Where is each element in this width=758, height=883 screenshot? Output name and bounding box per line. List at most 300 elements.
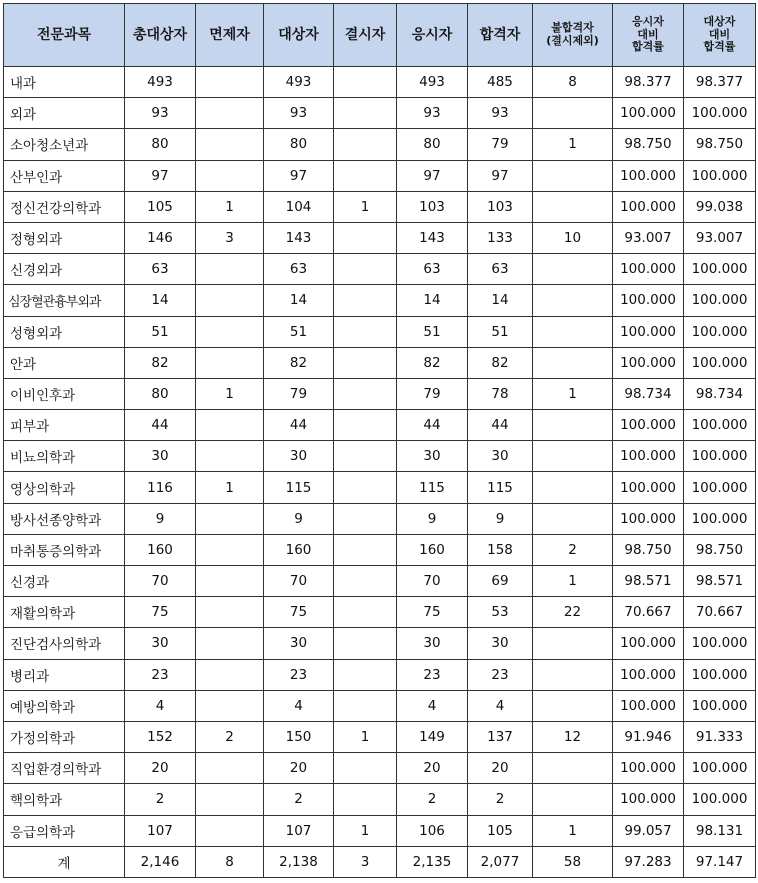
cell-exempt — [196, 753, 264, 784]
col-header-absent: 결시자 — [334, 4, 397, 67]
table-row — [4, 254, 756, 285]
cell-absent: 1 — [334, 721, 397, 752]
table-row — [4, 815, 756, 846]
results-table — [3, 3, 756, 878]
cell-rate-exam: 100.000 — [613, 98, 684, 129]
cell-target: 115 — [264, 472, 334, 503]
cell-failed — [533, 753, 613, 784]
cell-subject: 내과 — [4, 67, 125, 98]
cell-subject: 산부인과 — [4, 160, 125, 191]
cell-examinees: 44 — [397, 410, 468, 441]
cell-examinees: 80 — [397, 129, 468, 160]
cell-rate-target: 100.000 — [684, 659, 756, 690]
cell-examinees: 103 — [397, 191, 468, 222]
cell-exempt — [196, 347, 264, 378]
cell-rate-target: 70.667 — [684, 597, 756, 628]
cell-absent — [334, 254, 397, 285]
cell-target: 9 — [264, 503, 334, 534]
cell-absent — [334, 160, 397, 191]
cell-absent — [334, 378, 397, 409]
table-row — [4, 566, 756, 597]
cell-target: 23 — [264, 659, 334, 690]
cell-examinees: 20 — [397, 753, 468, 784]
cell-rate-target: 99.038 — [684, 191, 756, 222]
cell-target: 80 — [264, 129, 334, 160]
cell-rate-exam: 100.000 — [613, 628, 684, 659]
cell-exempt — [196, 503, 264, 534]
cell-rate-exam: 98.571 — [613, 566, 684, 597]
cell-absent — [334, 784, 397, 815]
cell-rate-exam: 100.000 — [613, 191, 684, 222]
cell-absent — [334, 503, 397, 534]
cell-failed — [533, 254, 613, 285]
cell-subject: 정형외과 — [4, 222, 125, 253]
cell-target: 143 — [264, 222, 334, 253]
col-header-rate-exam-line3: 합격률 — [632, 40, 664, 54]
cell-rate-exam: 100.000 — [613, 690, 684, 721]
cell-rate-exam: 100.000 — [613, 441, 684, 472]
col-header-rate-target-line2: 대비 — [708, 27, 731, 41]
table-row — [4, 98, 756, 129]
cell-target: 2,138 — [264, 846, 334, 877]
cell-exempt: 3 — [196, 222, 264, 253]
cell-rate-target: 100.000 — [684, 784, 756, 815]
cell-failed — [533, 503, 613, 534]
cell-absent — [334, 347, 397, 378]
cell-examinees: 93 — [397, 98, 468, 129]
cell-total: 493 — [125, 67, 196, 98]
header-row — [4, 4, 756, 67]
cell-failed: 1 — [533, 566, 613, 597]
cell-rate-exam: 100.000 — [613, 254, 684, 285]
cell-exempt — [196, 254, 264, 285]
cell-subject: 마취통증의학과 — [4, 534, 125, 565]
cell-examinees: 4 — [397, 690, 468, 721]
cell-total: 14 — [125, 285, 196, 316]
cell-examinees: 149 — [397, 721, 468, 752]
cell-absent — [334, 690, 397, 721]
cell-failed — [533, 410, 613, 441]
cell-total: 23 — [125, 659, 196, 690]
cell-target: 104 — [264, 191, 334, 222]
cell-rate-target: 100.000 — [684, 503, 756, 534]
table-body — [4, 67, 756, 878]
cell-rate-target: 100.000 — [684, 410, 756, 441]
cell-passed: 63 — [468, 254, 533, 285]
cell-rate-target: 100.000 — [684, 316, 756, 347]
table-row — [4, 628, 756, 659]
cell-rate-target: 97.147 — [684, 846, 756, 877]
cell-failed — [533, 690, 613, 721]
cell-exempt — [196, 690, 264, 721]
cell-target: 63 — [264, 254, 334, 285]
cell-rate-exam: 97.283 — [613, 846, 684, 877]
cell-examinees: 2,135 — [397, 846, 468, 877]
table-row — [4, 222, 756, 253]
cell-exempt — [196, 285, 264, 316]
cell-exempt — [196, 160, 264, 191]
cell-subject: 이비인후과 — [4, 378, 125, 409]
cell-total: 105 — [125, 191, 196, 222]
cell-subject: 핵의학과 — [4, 784, 125, 815]
cell-target: 51 — [264, 316, 334, 347]
table-row — [4, 160, 756, 191]
cell-total: 160 — [125, 534, 196, 565]
cell-rate-target: 100.000 — [684, 160, 756, 191]
cell-exempt — [196, 815, 264, 846]
cell-failed: 2 — [533, 534, 613, 565]
cell-passed: 44 — [468, 410, 533, 441]
cell-absent — [334, 659, 397, 690]
cell-exempt — [196, 441, 264, 472]
cell-total: 75 — [125, 597, 196, 628]
cell-absent — [334, 566, 397, 597]
cell-passed: 4 — [468, 690, 533, 721]
cell-exempt — [196, 628, 264, 659]
cell-target: 75 — [264, 597, 334, 628]
cell-rate-exam: 98.750 — [613, 534, 684, 565]
cell-rate-target: 91.333 — [684, 721, 756, 752]
cell-subject: 직업환경의학과 — [4, 753, 125, 784]
cell-passed: 23 — [468, 659, 533, 690]
cell-examinees: 23 — [397, 659, 468, 690]
cell-rate-target: 100.000 — [684, 285, 756, 316]
cell-rate-exam: 100.000 — [613, 316, 684, 347]
cell-target: 150 — [264, 721, 334, 752]
table-row — [4, 472, 756, 503]
cell-target: 44 — [264, 410, 334, 441]
cell-examinees: 143 — [397, 222, 468, 253]
cell-subject: 방사선종양학과 — [4, 503, 125, 534]
table-row — [4, 410, 756, 441]
cell-total: 51 — [125, 316, 196, 347]
cell-total: 70 — [125, 566, 196, 597]
cell-rate-target: 98.750 — [684, 534, 756, 565]
cell-exempt — [196, 566, 264, 597]
cell-subject: 가정의학과 — [4, 721, 125, 752]
col-header-failed — [533, 4, 613, 67]
cell-passed: 14 — [468, 285, 533, 316]
table-row — [4, 316, 756, 347]
cell-subject: 정신건강의학과 — [4, 191, 125, 222]
cell-rate-exam: 100.000 — [613, 160, 684, 191]
cell-examinees: 115 — [397, 472, 468, 503]
col-header-rate-exam-line1: 응시자 — [632, 15, 664, 29]
total-row — [4, 846, 756, 877]
cell-rate-exam: 100.000 — [613, 472, 684, 503]
cell-examinees: 79 — [397, 378, 468, 409]
cell-total: 97 — [125, 160, 196, 191]
cell-total: 107 — [125, 815, 196, 846]
cell-subject: 재활의학과 — [4, 597, 125, 628]
cell-passed: 30 — [468, 441, 533, 472]
table-row — [4, 753, 756, 784]
cell-target: 493 — [264, 67, 334, 98]
table-row — [4, 597, 756, 628]
cell-failed — [533, 316, 613, 347]
cell-failed: 10 — [533, 222, 613, 253]
cell-passed: 103 — [468, 191, 533, 222]
col-header-failed-sub: (결시제외) — [546, 34, 599, 47]
cell-total: 63 — [125, 254, 196, 285]
cell-exempt: 1 — [196, 472, 264, 503]
cell-rate-exam: 100.000 — [613, 503, 684, 534]
cell-target: 107 — [264, 815, 334, 846]
table-row — [4, 441, 756, 472]
cell-passed: 78 — [468, 378, 533, 409]
cell-target: 97 — [264, 160, 334, 191]
table-row — [4, 129, 756, 160]
cell-failed: 22 — [533, 597, 613, 628]
cell-total: 20 — [125, 753, 196, 784]
cell-total: 4 — [125, 690, 196, 721]
cell-exempt — [196, 316, 264, 347]
table-row — [4, 347, 756, 378]
cell-exempt — [196, 784, 264, 815]
cell-target: 160 — [264, 534, 334, 565]
cell-examinees: 14 — [397, 285, 468, 316]
cell-rate-exam: 100.000 — [613, 753, 684, 784]
cell-total: 93 — [125, 98, 196, 129]
cell-rate-target: 100.000 — [684, 628, 756, 659]
cell-examinees: 30 — [397, 441, 468, 472]
cell-failed: 1 — [533, 129, 613, 160]
cell-passed: 2 — [468, 784, 533, 815]
cell-exempt: 1 — [196, 191, 264, 222]
cell-target: 93 — [264, 98, 334, 129]
cell-absent — [334, 472, 397, 503]
cell-exempt: 1 — [196, 378, 264, 409]
cell-subject: 응급의학과 — [4, 815, 125, 846]
cell-failed — [533, 628, 613, 659]
cell-absent — [334, 316, 397, 347]
cell-passed: 133 — [468, 222, 533, 253]
cell-examinees: 63 — [397, 254, 468, 285]
table-row — [4, 67, 756, 98]
cell-absent — [334, 753, 397, 784]
cell-rate-exam: 70.667 — [613, 597, 684, 628]
cell-examinees: 30 — [397, 628, 468, 659]
cell-passed: 485 — [468, 67, 533, 98]
cell-failed — [533, 472, 613, 503]
col-header-failed-label: 불합격자 — [551, 21, 594, 35]
cell-exempt: 2 — [196, 721, 264, 752]
cell-total: 44 — [125, 410, 196, 441]
cell-rate-exam: 100.000 — [613, 410, 684, 441]
col-header-rate-exam-line2: 대비 — [637, 27, 659, 41]
cell-rate-target: 98.377 — [684, 67, 756, 98]
cell-rate-exam: 100.000 — [613, 784, 684, 815]
cell-target: 70 — [264, 566, 334, 597]
cell-passed: 82 — [468, 347, 533, 378]
col-header-passed: 합격자 — [468, 4, 533, 67]
cell-failed — [533, 441, 613, 472]
cell-absent: 1 — [334, 815, 397, 846]
cell-failed — [533, 659, 613, 690]
cell-examinees: 9 — [397, 503, 468, 534]
cell-rate-target: 100.000 — [684, 753, 756, 784]
table-row — [4, 690, 756, 721]
cell-subject: 진단검사의학과 — [4, 628, 125, 659]
cell-rate-exam: 100.000 — [613, 659, 684, 690]
col-header-subject: 전문과목 — [4, 4, 125, 67]
cell-rate-exam: 98.377 — [613, 67, 684, 98]
cell-failed: 1 — [533, 378, 613, 409]
cell-failed — [533, 191, 613, 222]
cell-examinees: 160 — [397, 534, 468, 565]
cell-examinees: 75 — [397, 597, 468, 628]
cell-rate-exam: 100.000 — [613, 347, 684, 378]
cell-target: 20 — [264, 753, 334, 784]
cell-examinees: 493 — [397, 67, 468, 98]
cell-absent — [334, 597, 397, 628]
cell-absent — [334, 285, 397, 316]
cell-absent: 1 — [334, 191, 397, 222]
cell-total: 80 — [125, 378, 196, 409]
cell-failed — [533, 160, 613, 191]
col-header-total: 총대상자 — [125, 4, 196, 67]
cell-rate-exam: 98.734 — [613, 378, 684, 409]
cell-total: 80 — [125, 129, 196, 160]
cell-subject: 병리과 — [4, 659, 125, 690]
cell-absent — [334, 410, 397, 441]
cell-exempt — [196, 659, 264, 690]
cell-rate-target: 100.000 — [684, 347, 756, 378]
table-row — [4, 191, 756, 222]
col-header-rate-target — [684, 4, 756, 67]
cell-passed: 20 — [468, 753, 533, 784]
cell-exempt — [196, 597, 264, 628]
cell-exempt — [196, 129, 264, 160]
cell-examinees: 2 — [397, 784, 468, 815]
cell-subject: 안과 — [4, 347, 125, 378]
cell-subject: 비뇨의학과 — [4, 441, 125, 472]
cell-subject: 성형외과 — [4, 316, 125, 347]
cell-absent: 3 — [334, 846, 397, 877]
cell-total: 30 — [125, 628, 196, 659]
cell-failed — [533, 784, 613, 815]
cell-rate-target: 98.571 — [684, 566, 756, 597]
table-row — [4, 659, 756, 690]
cell-absent — [334, 222, 397, 253]
cell-rate-exam: 99.057 — [613, 815, 684, 846]
cell-exempt: 8 — [196, 846, 264, 877]
cell-failed: 1 — [533, 815, 613, 846]
cell-target: 30 — [264, 441, 334, 472]
col-header-rate-exam — [613, 4, 684, 67]
cell-total: 152 — [125, 721, 196, 752]
cell-subject: 영상의학과 — [4, 472, 125, 503]
cell-subject: 신경과 — [4, 566, 125, 597]
cell-subject: 피부과 — [4, 410, 125, 441]
cell-rate-target: 98.750 — [684, 129, 756, 160]
cell-passed: 69 — [468, 566, 533, 597]
cell-failed: 58 — [533, 846, 613, 877]
cell-subject: 심장혈관흉부외과 — [4, 285, 125, 316]
cell-failed — [533, 285, 613, 316]
cell-rate-exam: 91.946 — [613, 721, 684, 752]
cell-target: 14 — [264, 285, 334, 316]
col-header-rate-target-line1: 대상자 — [703, 15, 736, 29]
cell-rate-target: 93.007 — [684, 222, 756, 253]
cell-target: 79 — [264, 378, 334, 409]
col-header-target: 대상자 — [264, 4, 334, 67]
cell-subject: 예방의학과 — [4, 690, 125, 721]
cell-passed: 105 — [468, 815, 533, 846]
cell-examinees: 97 — [397, 160, 468, 191]
table-row — [4, 378, 756, 409]
cell-rate-target: 98.734 — [684, 378, 756, 409]
cell-examinees: 106 — [397, 815, 468, 846]
cell-rate-target: 100.000 — [684, 254, 756, 285]
cell-target: 30 — [264, 628, 334, 659]
cell-passed: 79 — [468, 129, 533, 160]
cell-failed: 12 — [533, 721, 613, 752]
cell-absent — [334, 441, 397, 472]
cell-subject: 계 — [4, 846, 125, 877]
table-row — [4, 503, 756, 534]
cell-exempt — [196, 67, 264, 98]
cell-subject: 신경외과 — [4, 254, 125, 285]
cell-absent — [334, 67, 397, 98]
cell-failed — [533, 98, 613, 129]
cell-total: 2 — [125, 784, 196, 815]
cell-subject: 소아청소년과 — [4, 129, 125, 160]
cell-passed: 93 — [468, 98, 533, 129]
cell-total: 30 — [125, 441, 196, 472]
cell-rate-target: 100.000 — [684, 98, 756, 129]
col-header-examinees: 응시자 — [397, 4, 468, 67]
cell-target: 82 — [264, 347, 334, 378]
table-row — [4, 721, 756, 752]
cell-target: 4 — [264, 690, 334, 721]
cell-total: 146 — [125, 222, 196, 253]
table-row — [4, 534, 756, 565]
cell-rate-exam: 93.007 — [613, 222, 684, 253]
cell-passed: 30 — [468, 628, 533, 659]
table-row — [4, 784, 756, 815]
cell-absent — [334, 534, 397, 565]
cell-exempt — [196, 534, 264, 565]
cell-total: 116 — [125, 472, 196, 503]
cell-absent — [334, 98, 397, 129]
cell-rate-target: 98.131 — [684, 815, 756, 846]
cell-passed: 53 — [468, 597, 533, 628]
cell-passed: 2,077 — [468, 846, 533, 877]
cell-rate-exam: 100.000 — [613, 285, 684, 316]
col-header-rate-target-line3: 합격률 — [703, 40, 736, 54]
cell-passed: 51 — [468, 316, 533, 347]
cell-failed: 8 — [533, 67, 613, 98]
cell-passed: 137 — [468, 721, 533, 752]
cell-exempt — [196, 410, 264, 441]
cell-examinees: 82 — [397, 347, 468, 378]
cell-passed: 97 — [468, 160, 533, 191]
cell-total: 9 — [125, 503, 196, 534]
cell-examinees: 51 — [397, 316, 468, 347]
cell-absent — [334, 129, 397, 160]
table-row — [4, 285, 756, 316]
cell-rate-target: 100.000 — [684, 472, 756, 503]
cell-rate-target: 100.000 — [684, 690, 756, 721]
col-header-exempt: 면제자 — [196, 4, 264, 67]
cell-rate-target: 100.000 — [684, 441, 756, 472]
cell-passed: 9 — [468, 503, 533, 534]
cell-target: 2 — [264, 784, 334, 815]
cell-passed: 115 — [468, 472, 533, 503]
cell-rate-exam: 98.750 — [613, 129, 684, 160]
cell-total: 82 — [125, 347, 196, 378]
